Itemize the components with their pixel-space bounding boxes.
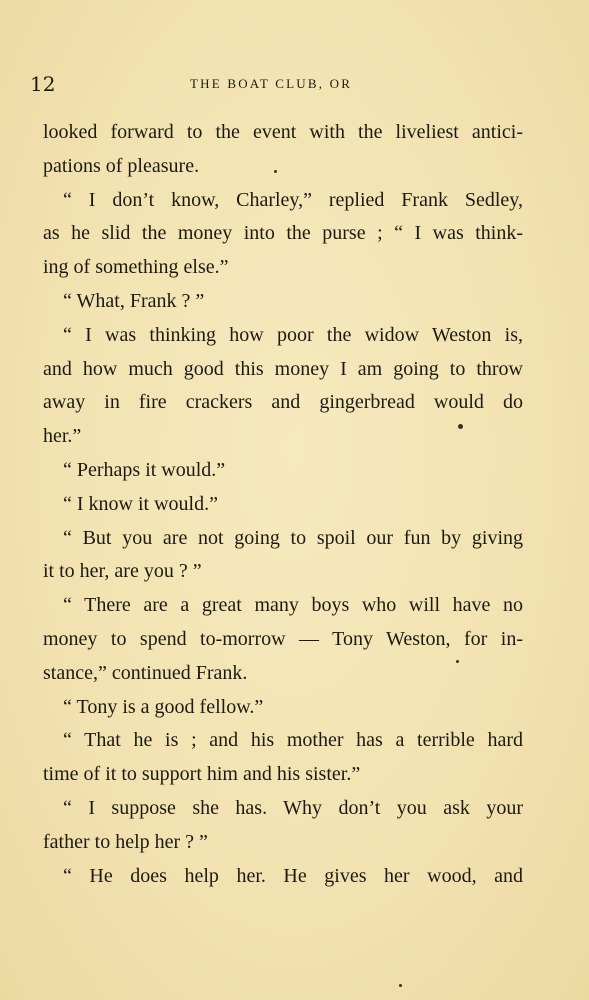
text-line: “ Perhaps it would.” (63, 458, 226, 481)
text-line: money to spend to-morrow — Tony Weston, for in- (43, 627, 523, 650)
text-line: it to her, are you ? ” (43, 560, 202, 583)
running-head: THE BOAT CLUB, OR (190, 76, 353, 91)
text-line: her.” (43, 425, 82, 448)
text-line: ing of something else.” (43, 256, 229, 279)
page-header (30, 72, 530, 96)
text-line: stance,” continued Frank. (43, 661, 248, 684)
text-line: away in fire crackers and gingerbread would do (43, 391, 523, 414)
text-line: “ I was thinking how poor the widow Weston is, (63, 323, 523, 346)
text-line: and how much good this money I am going to throw (43, 357, 523, 380)
text-line: “ What, Frank ? ” (63, 289, 205, 312)
text-line: looked forward to the event with the liveliest antici- (43, 121, 523, 143)
text-line: father to help her ? ” (43, 830, 208, 853)
text-line: “ I suppose she has. Why don’t you ask your (63, 796, 523, 819)
speck (399, 984, 402, 987)
speck (456, 660, 459, 663)
text-line: as he slid the money into the purse ; “ I was think- (43, 222, 523, 245)
text-line: “ I know it would.” (63, 492, 218, 515)
text-line: “ There are a great many boys who will have no (63, 594, 523, 617)
text-line: “ Tony is a good fellow.” (63, 695, 264, 718)
page-number: 12 (30, 72, 56, 96)
text-line: time of it to support him and his sister.” (43, 763, 361, 786)
text-line: “ I don’t know, Charley,” replied Frank Sedley, (63, 188, 523, 211)
text-line: “ But you are not going to spoil our fun by giving (63, 526, 523, 549)
text-line: “ He does help her. He gives her wood, and (63, 864, 523, 887)
body-text (43, 116, 523, 893)
speck (274, 170, 277, 173)
text-line: “ That he is ; and his mother has a terrible hard (63, 729, 523, 752)
text-line: pations of pleasure. (43, 154, 200, 177)
speck (458, 424, 463, 429)
